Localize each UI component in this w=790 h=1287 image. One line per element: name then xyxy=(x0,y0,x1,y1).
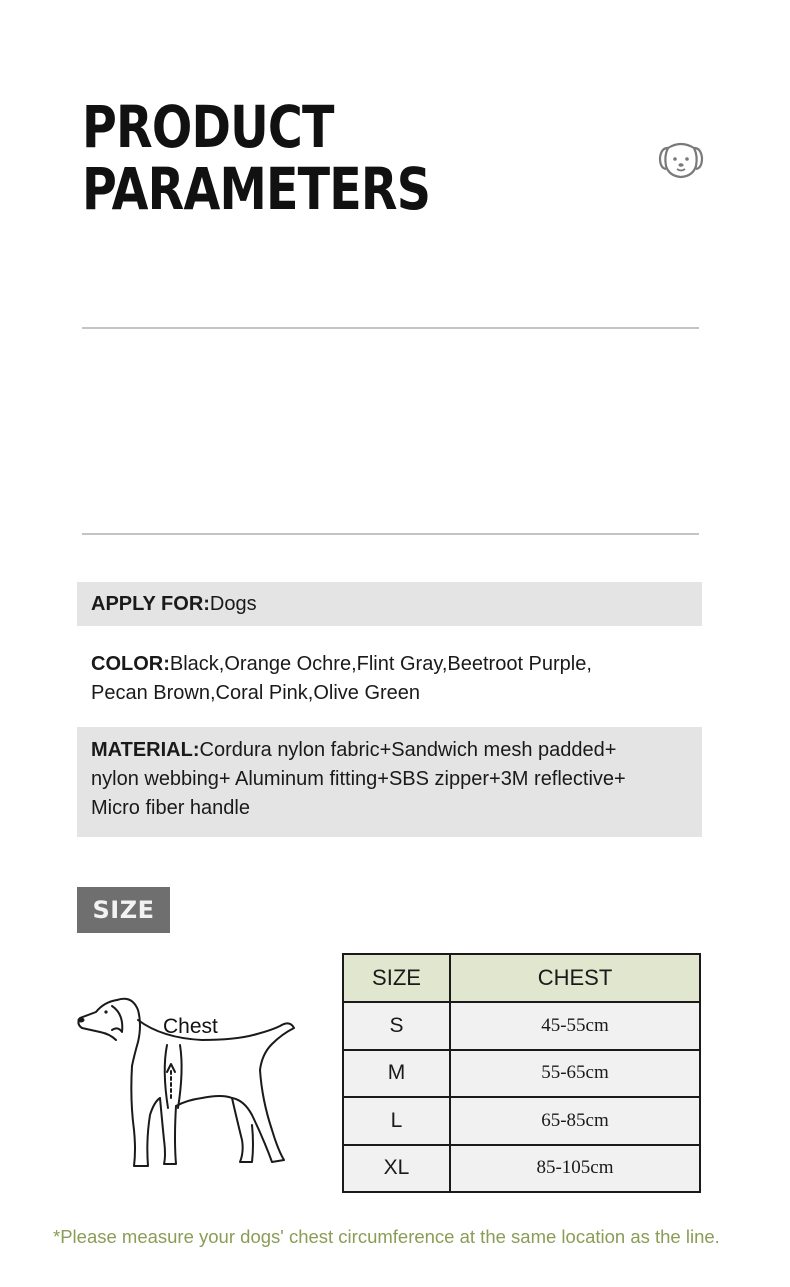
size-cell: XL xyxy=(343,1145,450,1193)
material-row xyxy=(77,727,702,837)
material-label: MATERIAL: xyxy=(91,739,200,761)
table-row xyxy=(343,1145,700,1193)
divider-bottom xyxy=(82,533,699,535)
table-row xyxy=(343,1097,700,1145)
measurement-footnote: *Please measure your dogs' chest circumference at the same location as the line. xyxy=(53,1226,720,1247)
chest-cell: 65-85cm xyxy=(450,1097,700,1145)
title-line-2: PARAMETERS xyxy=(82,155,431,223)
color-label: COLOR: xyxy=(91,653,170,675)
size-chart-table xyxy=(342,953,701,1193)
chest-label: Chest xyxy=(163,1015,218,1038)
size-section-tag: SIZE xyxy=(77,887,170,933)
table-row xyxy=(343,1002,700,1050)
page-title xyxy=(82,93,431,223)
material-value-line-3: Micro fiber handle xyxy=(91,797,250,819)
size-cell: L xyxy=(343,1097,450,1145)
chest-cell: 85-105cm xyxy=(450,1145,700,1193)
divider-top xyxy=(82,327,699,329)
title-line-1: PRODUCT xyxy=(82,93,334,161)
color-value-line-1: Black,Orange Ochre,Flint Gray,Beetroot Purple, xyxy=(169,653,592,675)
header-size: SIZE xyxy=(343,954,450,1002)
size-cell: M xyxy=(343,1050,450,1098)
apply-for-value: Dogs xyxy=(209,593,257,615)
dog-face-icon xyxy=(658,138,704,180)
chest-cell: 55-65cm xyxy=(450,1050,700,1098)
apply-for-row xyxy=(77,582,702,626)
header-chest: CHEST xyxy=(450,954,700,1002)
chest-cell: 45-55cm xyxy=(450,1002,700,1050)
color-row xyxy=(77,650,702,708)
material-value-line-1: Cordura nylon fabric+Sandwich mesh padded+ xyxy=(199,739,617,761)
table-header-row xyxy=(343,954,700,1002)
color-value-line-2: Pecan Brown,Coral Pink,Olive Green xyxy=(91,682,421,704)
size-cell: S xyxy=(343,1002,450,1050)
apply-for-label: APPLY FOR: xyxy=(91,593,210,615)
table-row xyxy=(343,1050,700,1098)
material-value-line-2: nylon webbing+ Aluminum fitting+SBS zipper+3M reflective+ xyxy=(91,768,626,790)
